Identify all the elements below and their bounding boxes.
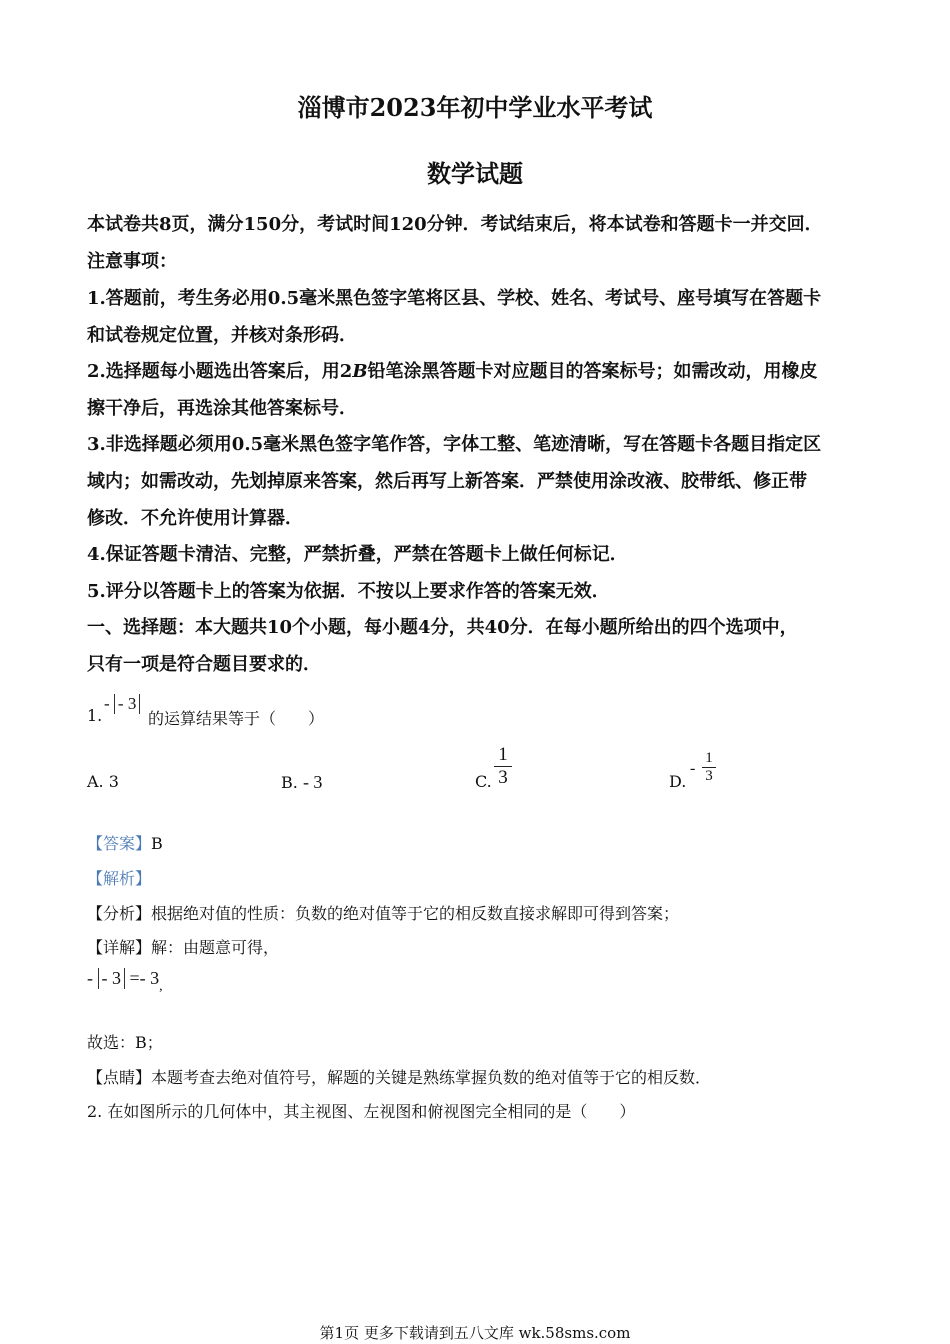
calc-comma: ,	[159, 979, 163, 994]
choose-line: 故选：B；	[87, 1033, 163, 1052]
answer-tag: 【答案】	[87, 834, 152, 853]
dianjing-text: 本题考查去绝对值符号，解题的关键是熟练掌握负数的绝对值等于它的相反数．	[151, 1068, 712, 1087]
option-c-fraction	[494, 744, 512, 789]
question-1-text: 的运算结果等于（ ）	[148, 709, 325, 728]
option-d-label: D.	[669, 772, 687, 791]
calc-abs: - 3	[98, 968, 126, 989]
dianjing-tag: 【点睛】	[87, 1068, 152, 1087]
option-c-denominator: 3	[498, 767, 508, 788]
option-a: A. 3	[87, 772, 119, 791]
notice-2a-post: 铅笔涂黑答题卡对应题目的答案标号；如需改动，用橡皮	[367, 361, 818, 382]
notice-title: 注意事项：	[87, 251, 177, 272]
question-1-expression	[104, 694, 140, 714]
question-1-number: 1.	[87, 706, 103, 725]
question-1-expr-abs: - 3	[114, 694, 140, 714]
option-d-numerator: 1	[705, 750, 713, 766]
option-c-label: C.	[475, 772, 492, 791]
intro-line: 本试卷共8页，满分150分，考试时间120分钟．考试结束后，将本试卷和答题卡一并交回．	[87, 214, 823, 235]
option-d-minus: -	[690, 760, 696, 777]
exam-subtitle: 数学试题	[427, 159, 523, 188]
calc-rest: =- 3	[129, 968, 160, 988]
xiangjie-tag: 【详解】	[87, 938, 152, 957]
calc-minus: -	[87, 968, 93, 988]
exam-title: 淄博市2023年初中学业水平考试	[297, 93, 653, 122]
option-d-fraction	[702, 750, 716, 785]
notice-2a	[87, 357, 867, 383]
notice-1b: 和试卷规定位置，并核对条形码．	[87, 325, 357, 346]
dianjing-line	[87, 1065, 711, 1088]
option-b-value: - 3	[302, 772, 323, 792]
notice-3a: 3.非选择题必须用0.5毫米黑色签字笔作答，字体工整、笔迹清晰，写在答题卡各题目指定区	[87, 434, 822, 455]
analysis-tag: 【解析】	[87, 869, 152, 888]
notice-2a-pre: 2.选择题每小题选出答案后，用2	[87, 361, 353, 382]
notice-4: 4.保证答题卡清洁、完整，严禁折叠，严禁在答题卡上做任何标记．	[87, 544, 628, 565]
xiangjie-line	[87, 935, 279, 958]
fenxi-tag: 【分析】	[87, 904, 152, 923]
notice-5: 5.评分以答题卡上的答案为依据．不按以上要求作答的答案无效．	[87, 581, 610, 602]
answer-value: B	[151, 834, 163, 853]
notice-2b: 擦干净后，再选涂其他答案标号．	[87, 398, 357, 419]
notice-1a: 1.答题前，考生务必用0.5毫米黑色签字笔将区县、学校、姓名、考试号、座号填写在答题卡	[87, 288, 822, 309]
xiangjie-text: 解：由题意可得，	[151, 938, 280, 957]
page-footer: 第1页 更多下载请到五八文库 wk.58sms.com	[319, 1324, 631, 1342]
option-c-numerator: 1	[498, 744, 508, 765]
option-b-label: B.	[281, 773, 298, 792]
notice-3c: 修改．不允许使用计算器．	[87, 508, 303, 529]
notice-2a-b: B	[352, 361, 368, 382]
section-1b: 只有一项是符合题目要求的．	[87, 654, 321, 675]
section-1a: 一、选择题：本大题共10个小题，每小题4分，共40分．在每小题所给出的四个选项中，	[87, 617, 798, 638]
notice-3b: 域内；如需改动，先划掉原来答案，然后再写上新答案．严禁使用涂改液、胶带纸、修正带	[87, 471, 807, 492]
question-2-text: 2. 在如图所示的几何体中，其主视图、左视图和俯视图完全相同的是（ ）	[87, 1102, 636, 1121]
fenxi-text: 根据绝对值的性质：负数的绝对值等于它的相反数直接求解即可得到答案；	[151, 904, 680, 923]
option-b	[281, 772, 322, 793]
option-d-denominator: 3	[705, 768, 713, 784]
question-1-expr-minus: -	[104, 694, 110, 713]
fenxi-line	[87, 901, 679, 924]
calc-line	[87, 968, 163, 994]
answer-line	[87, 831, 163, 854]
